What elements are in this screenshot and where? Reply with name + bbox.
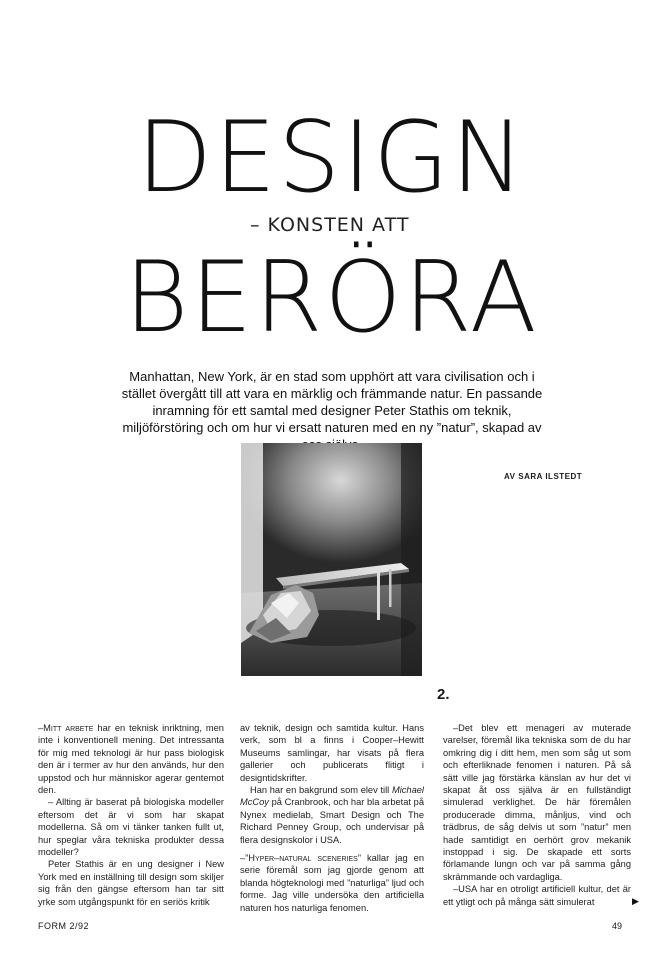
byline: AV SARA ILSTEDT [504, 472, 583, 481]
body-column-2 [240, 722, 424, 914]
paragraph: Peter Stathis är en ung designer i New York med en inställning till design som skiljer sig från den gängse eftersom han tar sitt yrke som utgångspunkt för en seriös kritik [38, 859, 224, 907]
continue-arrow-icon: ▶ [632, 896, 639, 906]
body-column-3 [443, 722, 631, 908]
title-design: DESIGN [136, 101, 527, 215]
paragraph-lead-in: –Mitt arbete [38, 723, 94, 733]
paragraph-lead-in: –”Hyper–natural sceneries” [240, 853, 361, 864]
paragraph-text: Han har en bakgrund som elev till [250, 785, 392, 796]
paragraph [240, 852, 424, 914]
footer-issue: FORM 2/92 [38, 921, 90, 931]
paragraph [240, 784, 424, 846]
paragraph: –Det blev ett menageri av muterade varelser, föremål lika tekniska som de du har omkring dig i ditt hem, men som såg ut som och efterliknade fenomen i naturen. På så sätt ville jag förstärka känslan av hur det vi skapat åt oss själva är en fullständigt simulerad verklighet. De här föremålen producerade dimma, månljus, vind och trädbrus, de såg delvis ut som ”natur” men hade samtidigt en oerhört grov mekanik instoppad i sig. De skapade ett sorts förlamande lungn och var på samma gång skrämmande och vardagliga. [443, 723, 631, 882]
title-berora: BERÖRA [124, 241, 539, 355]
paragraph-text: på Cranbrook, och har bla arbetat på Nynex medielab, Smart Design och The Richard Penney Group, och undervisar på flera designskolor i USA. [240, 797, 424, 845]
paragraph: – Allting är baserat på biologiska modeller eftersom det är vi som har skapat modellerna. Så om vi tänker tanken fullt ut, hur speglar våra tekniska produkter dessa modeller? [38, 797, 224, 858]
photo-table-with-rock [241, 443, 422, 676]
photo-illustration [241, 443, 422, 676]
lead-paragraph: Manhattan, New York, är en stad som upphört att vara civilisation och i stället övergått till att vara en märklig och främmande natur. En passande inramning för ett samtal med designer Peter Stathis om teknik, miljöförstöring och om hur vi ersatt naturen med en ny ”natur”, skapad av [121, 369, 543, 435]
page-number: 49 [612, 921, 623, 931]
paragraph: –USA har en otroligt artificiell kultur, det är ett ytligt och på många sätt simulerat [443, 884, 631, 907]
person-name: Michael McCoy [240, 785, 424, 808]
subtitle: – KONSTEN ATT [250, 214, 410, 236]
paragraph: av teknik, design och samtida kultur. Hans verk, som bl a finns i Cooper–Hewitt Museums samlingar, har visats på flera gallerier och publicerats flitigt i designtidskrifter. [240, 723, 424, 783]
paragraph-text: kallar jag en serie föremål som jag gjorde genom att blanda högteknologi med ”naturliga” ljud och forme. Jag ville undersöka den artificiella naturen hos naturliga fenomen. [240, 853, 425, 913]
figure-number: 2. [437, 686, 450, 703]
body-column-1 [38, 722, 224, 908]
paragraph [38, 722, 224, 796]
paragraph-text: har en teknisk inriktning, men inte i konventionell mening. Det intressanta för mig med teknologi är hur pass biologisk den är i termer av hur den används, hur den uppstod och hur människor agerar gentemot den. [38, 723, 224, 796]
